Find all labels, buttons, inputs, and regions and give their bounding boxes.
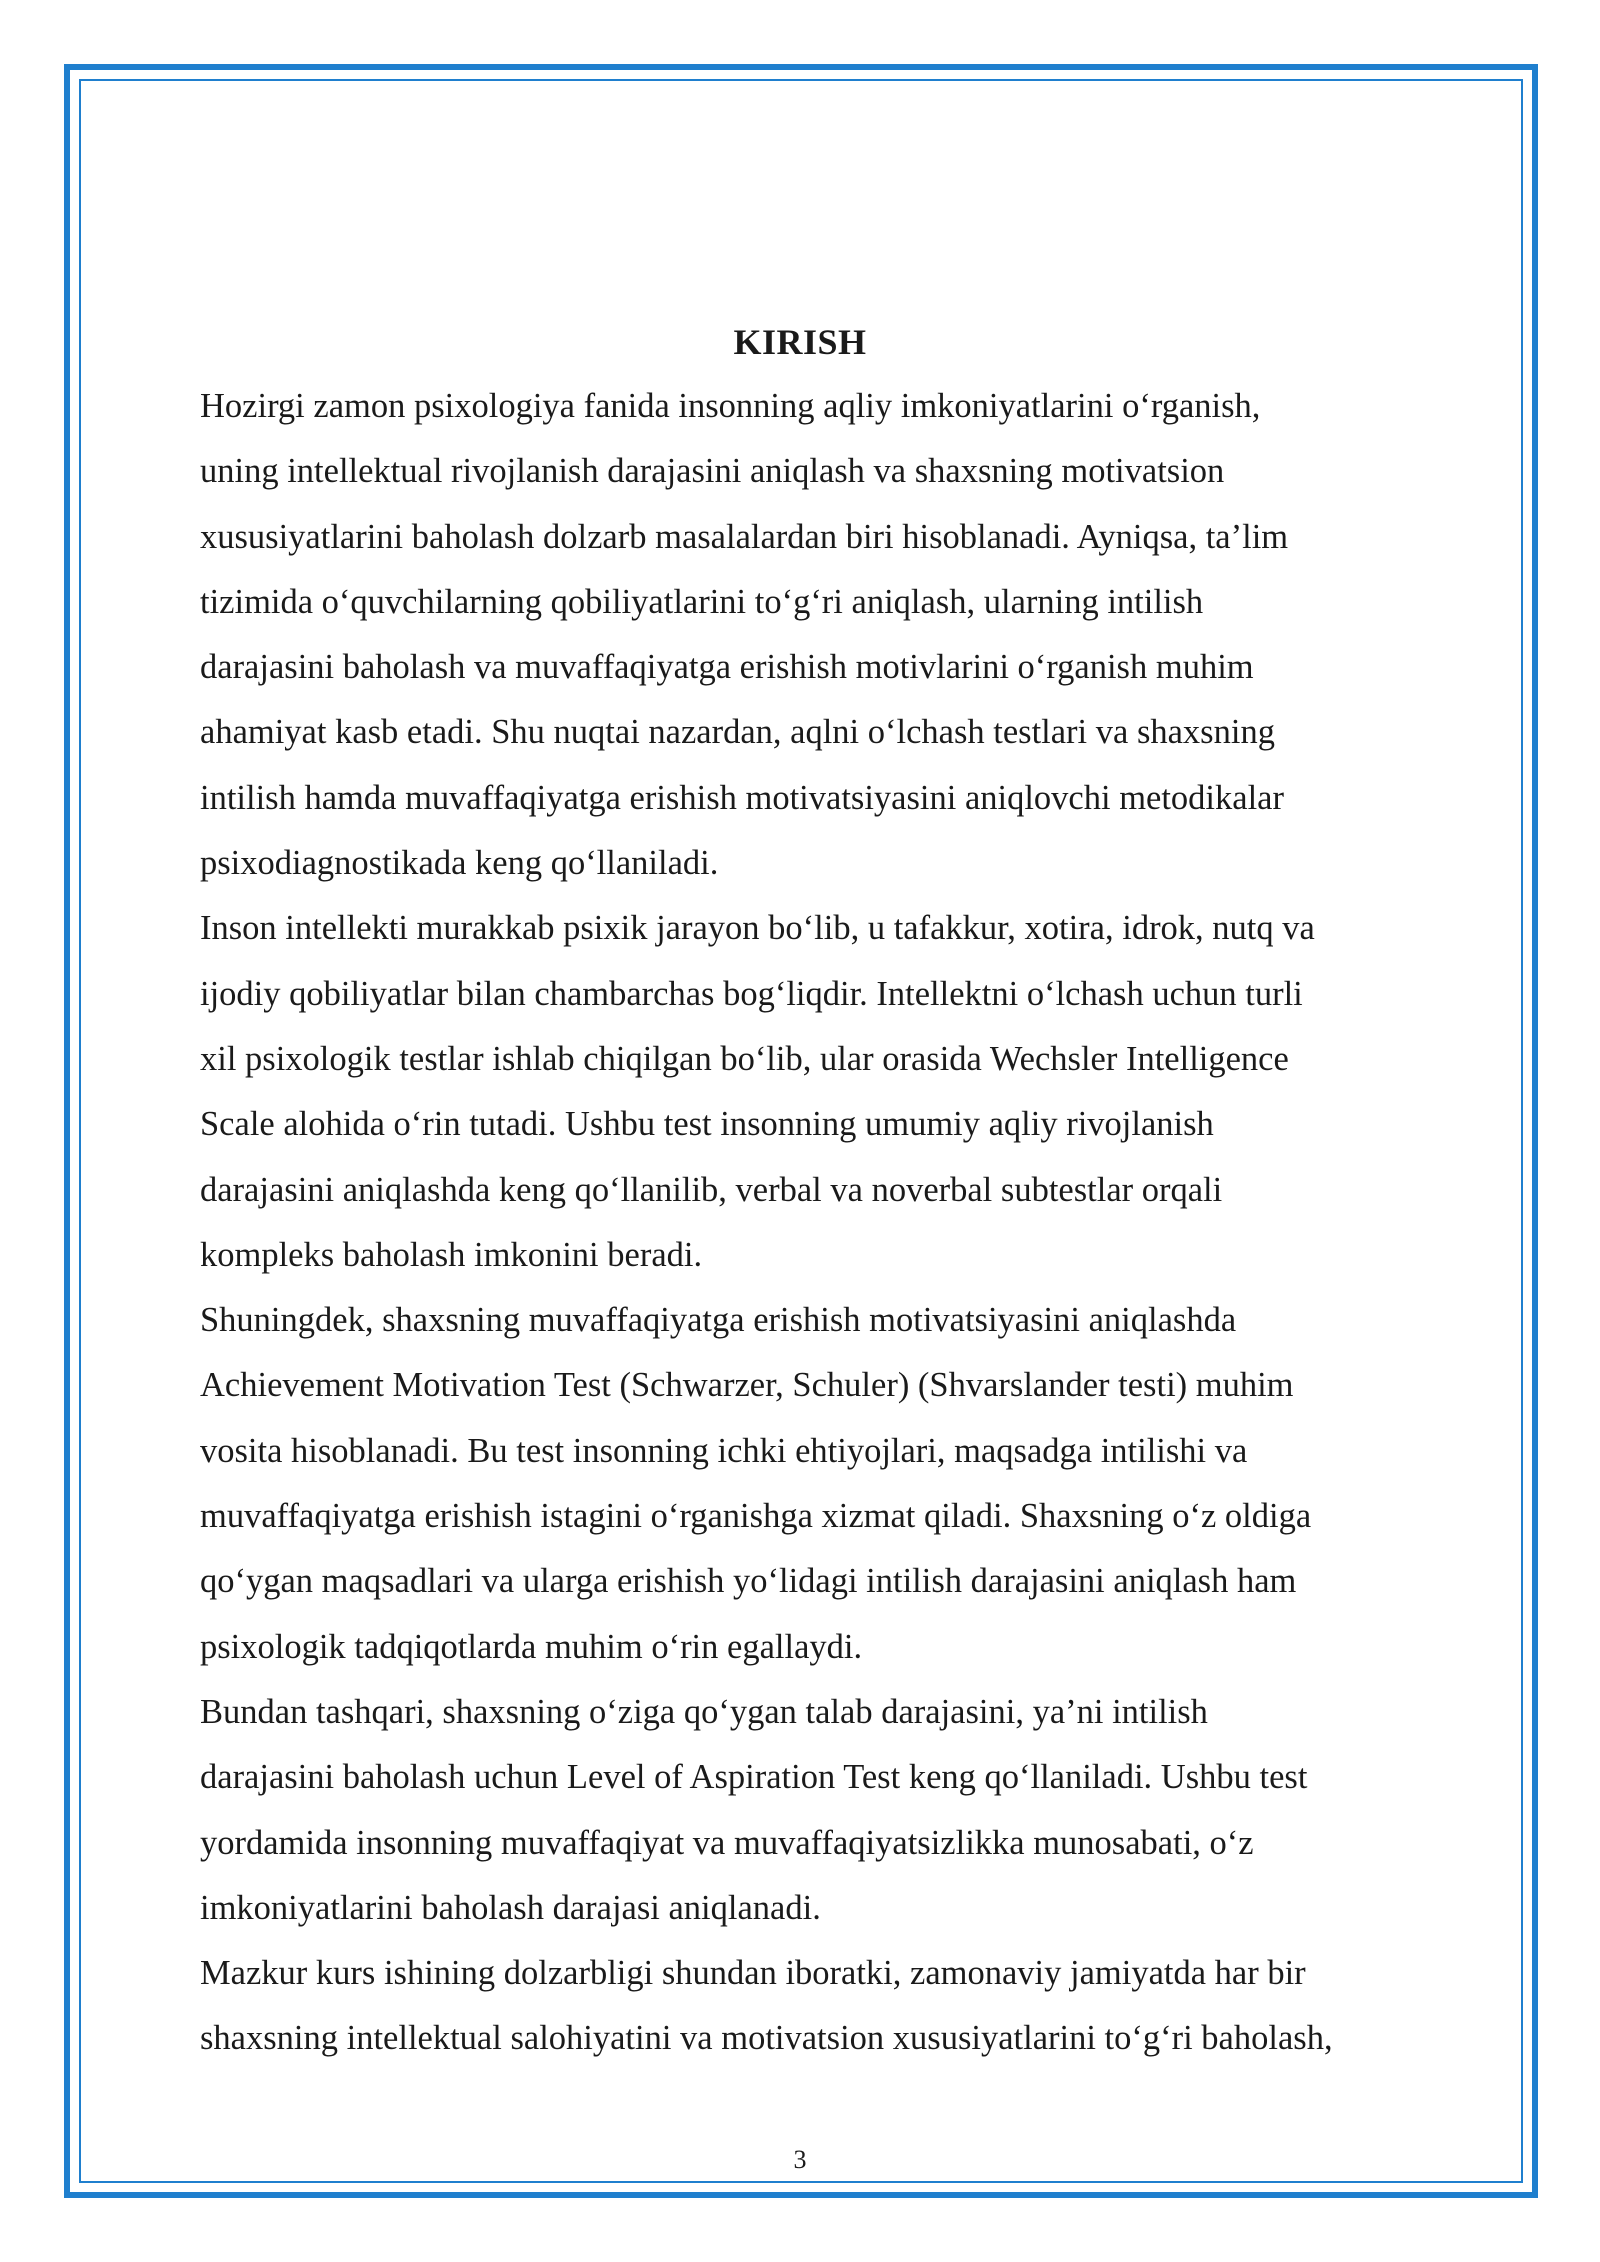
page-number: 3 [793,2145,807,2174]
text-line: xil psixologik testlar ishlab chiqilgan bo‘lib, ular orasida Wechsler Intelligence [200,1039,1289,1078]
text-line: darajasini aniqlashda keng qo‘llanilib, verbal va noverbal subtestlar orqali [200,1170,1223,1209]
paragraph-motivation [200,1288,1450,1680]
section-heading: KIRISH [733,322,867,362]
text-line: vosita hisoblanadi. Bu test insonning ichki ehtiyojlari, maqsadga intilishi va [200,1431,1248,1470]
text-line: ijodiy qobiliyatlar bilan chambarchas bog‘liqdir. Intellektni o‘lchash uchun turli [200,974,1303,1013]
paragraph-intellect [200,896,1450,1288]
text-line: qo‘ygan maqsadlari va ularga erishish yo‘lidagi intilish darajasini aniqlash ham [200,1562,1297,1601]
text-line: Achievement Motivation Test (Schwarzer, Schuler) (Shvarslander testi) muhim [200,1366,1294,1405]
text-line: ahamiyat kasb etadi. Shu nuqtai nazardan, aqlni o‘lchash testlari va shaxsning [200,713,1275,752]
text-line: psixologik tadqiqotlarda muhim o‘rin egallaydi. [200,1627,863,1666]
text-line: Hozirgi zamon psixologiya fanida insonning aqliy imkoniyatlarini o‘rganish, [200,387,1261,425]
paragraph-intro [200,374,1450,896]
text-line: Bundan tashqari, shaxsning o‘ziga qo‘ygan talab darajasini, ya’ni intilish [200,1692,1208,1731]
text-line: uning intellektual rivojlanish darajasini aniqlash va shaxsning motivatsion [200,452,1225,491]
text-line: Mazkur kurs ishining dolzarbligi shundan iboratki, zamonaviy jamiyatda har bir [200,1954,1306,1993]
text-line: Inson intellekti murakkab psixik jarayon bo‘lib, u tafakkur, xotira, idrok, nutq va [200,909,1315,948]
text-line: psixodiagnostikada keng qo‘llaniladi. [200,844,719,883]
text-line: Scale alohida o‘rin tutadi. Ushbu test insonning umumiy aqliy rivojlanish [200,1105,1214,1144]
text-line: muvaffaqiyatga erishish istagini o‘rganishga xizmat qiladi. Shaxsning o‘z oldiga [200,1497,1312,1536]
text-line: kompleks baholash imkonini beradi. [200,1235,703,1274]
text-line: yordamida insonning muvaffaqiyat va muvaffaqiyatsizlikka munosabati, o‘z [200,1823,1254,1862]
text-line: darajasini baholash uchun Level of Aspiration Test keng qo‘llaniladi. Ushbu test [200,1758,1308,1797]
paragraph-aspiration [200,1680,1450,1941]
text-line: xususiyatlarini baholash dolzarb masalalardan biri hisoblanadi. Ayniqsa, ta’lim [200,517,1289,556]
text-line: imkoniyatlarini baholash darajasi aniqlanadi. [200,1888,821,1927]
text-line: shaxsning intellektual salohiyatini va motivatsion xususiyatlarini to‘g‘ri baholash, [200,2019,1333,2058]
text-line: intilish hamda muvaffaqiyatga erishish motivatsiyasini aniqlovchi metodikalar [200,778,1284,817]
document-body [200,310,1450,2072]
text-line: darajasini baholash va muvaffaqiyatga erishish motivlarini o‘rganish muhim [200,648,1254,687]
paragraph-relevance [200,1941,1450,2072]
text-line: Shuningdek, shaxsning muvaffaqiyatga erishish motivatsiyasini aniqlashda [200,1301,1237,1340]
text-line: tizimida o‘quvchilarning qobiliyatlarini to‘g‘ri aniqlash, ularning intilish [200,582,1204,621]
